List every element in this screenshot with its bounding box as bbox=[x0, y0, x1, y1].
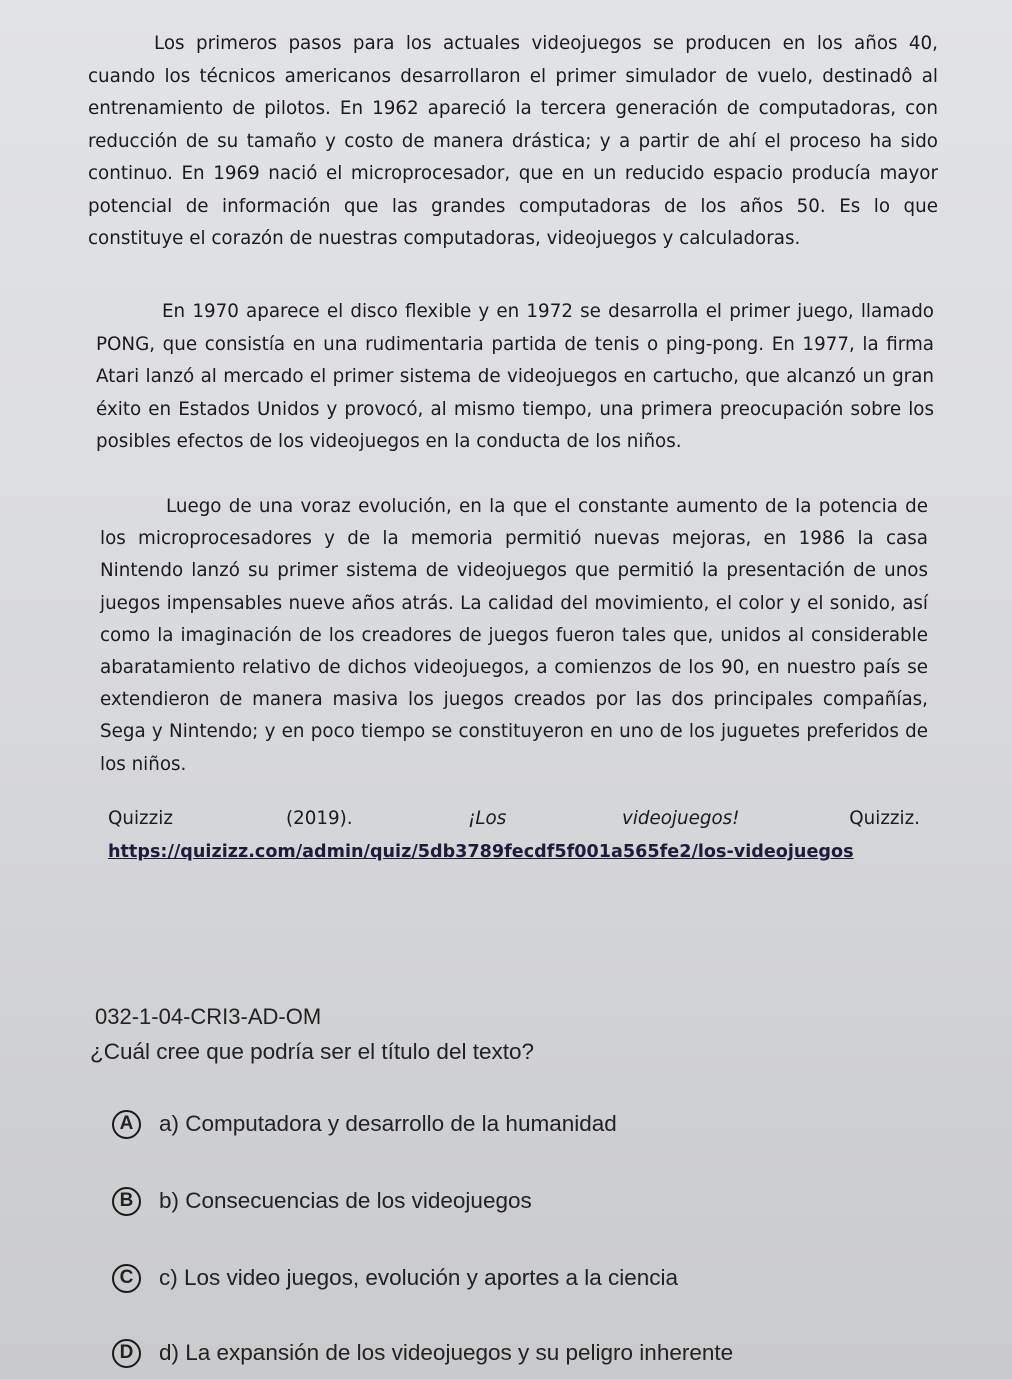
option-label: c) Los video juegos, evolución y aportes a la ciencia bbox=[159, 1265, 679, 1290]
option-letter-circle[interactable]: C bbox=[112, 1264, 141, 1293]
citation-author: Quizziz bbox=[108, 808, 173, 829]
citation-title-part2: videojuegos! bbox=[622, 808, 740, 829]
option-label: d) La expansión de los videojuegos y su peligro inherente bbox=[159, 1340, 734, 1365]
citation bbox=[108, 808, 920, 840]
citation-year: (2019). bbox=[286, 808, 353, 829]
answer-option-c[interactable] bbox=[112, 1258, 678, 1298]
option-letter-circle[interactable]: B bbox=[112, 1187, 141, 1216]
citation-title-part1: ¡Los bbox=[468, 808, 507, 829]
question-code: 032-1-04-CRI3-AD-OM bbox=[95, 1004, 322, 1029]
passage-paragraph-2: En 1970 aparece el disco flexible y en 1972 se desarrolla el primer juego, llamado PONG, que consistía en una rudimentaria partida de tenis o ping-pong. En 1977, la firma Atari lanzó al mercado el primer sistema de videojuegos en cartucho, que alcanzó un gran éxito en Estados Unidos y provocó, al mismo tiempo, una primera preocupación sobre los posibles efectos de los videojuegos en la conducta de los niños. bbox=[96, 301, 934, 453]
option-letter-circle[interactable]: A bbox=[112, 1110, 141, 1139]
option-label: b) Consecuencias de los videojuegos bbox=[159, 1188, 532, 1213]
passage-paragraph-1: Los primeros pasos para los actuales videojuegos se producen en los años 40, cuando los técnicos americanos desarrollaron el primer simulador de vuelo, destinadô al entrenamiento de pilotos. En 1962 apareció la tercera generación de computadoras, con reducción de su tamaño y costo de manera drástica; y a partir de ahí el proceso ha sido continuo. En 1969 nació el microprocesador, que en un reducido espacio producía mayor potencial de información que las grandes computadoras de los años 50. Es lo que constituye el corazón de nuestras computadoras, videojuegos y calculadoras. bbox=[88, 33, 938, 249]
question-prompt: ¿Cuál cree que podría ser el título del texto? bbox=[90, 1039, 535, 1064]
option-label: a) Computadora y desarrollo de la humanidad bbox=[159, 1111, 617, 1136]
citation-publisher: Quizziz. bbox=[849, 808, 920, 829]
answer-option-a[interactable] bbox=[112, 1104, 617, 1144]
citation-url-link[interactable]: https://quizizz.com/admin/quiz/5db3789fecdf5f001a565fe2/los-videojuegos bbox=[108, 842, 854, 862]
option-letter-circle[interactable]: D bbox=[112, 1339, 141, 1368]
answer-option-d[interactable] bbox=[112, 1333, 733, 1373]
answer-option-b[interactable] bbox=[112, 1181, 532, 1221]
passage-paragraph-3: Luego de una voraz evolución, en la que el constante aumento de la potencia de los microprocesadores y de la memoria permitió nuevas mejoras, en 1986 la casa Nintendo lanzó su primer sistema de videojuegos que permitió la presentación de unos juegos impensables nueve años atrás. La calidad del movimiento, el color y el sonido, así como la imaginación de los creadores de juegos fueron tales que, unidos al considerable abaratamiento relativo de dichos videojuegos, a comienzos de los 90, en nuestro país se extendieron de manera masiva los juegos creados por las dos principales compañías, Sega y Nintendo; y en poco tiempo se constituyeron en uno de los juguetes preferidos de los niños. bbox=[100, 496, 928, 775]
